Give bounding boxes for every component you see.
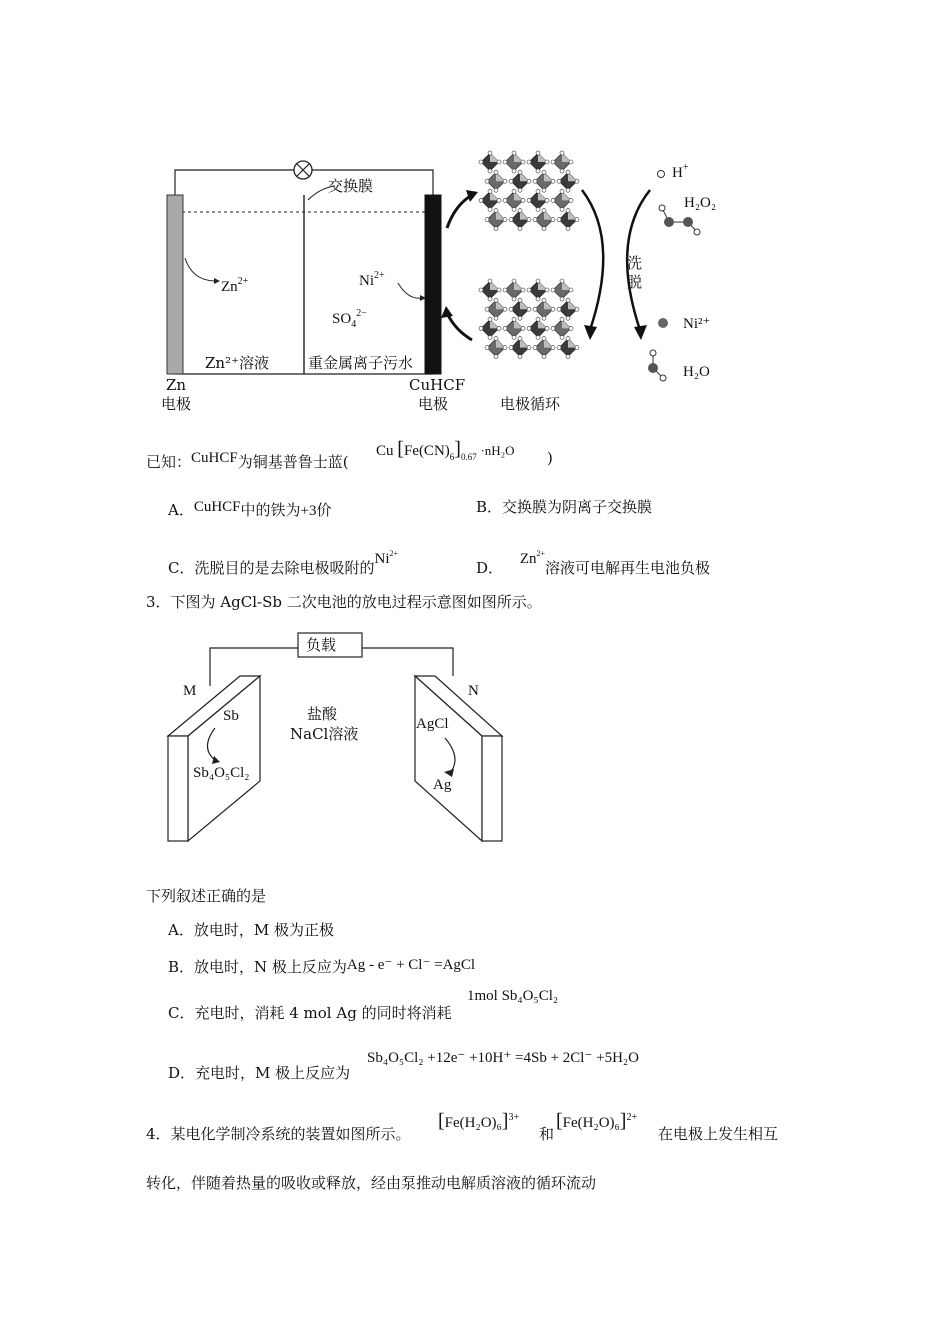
ni-ion-icon — [658, 318, 668, 328]
cuhcf-electrode — [425, 195, 441, 374]
known-line: 已知：CuHCF为铜基普鲁士蓝( — [146, 450, 349, 471]
cycle-label: 电极循环 — [500, 395, 561, 413]
membrane-label: 交换膜 — [328, 177, 374, 195]
q2-option-a[interactable]: A．CuHCF中的铁为+3价 — [168, 499, 332, 519]
zn-electrode — [167, 195, 183, 374]
ag-label: Ag — [433, 777, 452, 793]
q2-option-c[interactable]: C．洗脱目的是去除电极吸附的$Ni^{2+}$ — [168, 549, 399, 577]
m-label: M — [183, 683, 197, 699]
cuhcf-electrode-label: CuHCF — [409, 376, 466, 394]
sb-label: Sb — [223, 708, 239, 724]
q3-option-b[interactable]: B．放电时，N 极上反应为Ag - e⁻ + Cl⁻ =AgCl — [168, 957, 476, 976]
q3-option-d[interactable]: D．充电时，M 极上反应为 — [168, 1064, 351, 1082]
zn-solution-label: Zn²⁺溶液 — [205, 354, 270, 372]
q3-option-c[interactable]: C．充电时，消耗 4 mol Ag 的同时将消耗 — [168, 1004, 452, 1022]
load-label: 负载 — [306, 636, 337, 654]
q4-line2: 转化，伴随着热量的吸收或释放，经由泵推动电解质溶液的循环流动 — [146, 1174, 597, 1192]
electrolyte-label-2: NaCl溶液 — [290, 725, 359, 743]
zn-electrode-label-2: 电极 — [161, 395, 192, 413]
q3-option-a[interactable]: A．放电时，M 极为正极 — [168, 921, 334, 939]
q4-and: 和 — [539, 1125, 555, 1143]
q3-prompt: 下列叙述正确的是 — [146, 887, 267, 905]
so4-label: $SO_4^{2-}$ — [332, 308, 367, 330]
q3-option-d-eq: Sb₄O₅Cl₂ +12e⁻ +10H⁺ =4Sb + 2Cl⁻ +5H₂O — [367, 1050, 639, 1066]
crystal-structure-bottom — [479, 279, 579, 359]
h2o-molecule-icon — [648, 350, 666, 381]
q2-option-b[interactable]: B．交换膜为阴离子交换膜 — [476, 498, 653, 516]
known-close: ) — [547, 449, 553, 467]
zn-ion-label: $Zn^{2+}$ — [221, 276, 249, 295]
q2-option-d[interactable]: D． $Zn^{2+}$溶液可电解再生电池负极 — [476, 549, 711, 577]
crystal-structure-top — [479, 151, 579, 231]
sb4o5cl2-label: Sb₄O₅Cl₂ — [193, 765, 250, 781]
elute-label-2: 脱 — [627, 273, 643, 291]
h2o2-label: H₂O₂ — [684, 195, 717, 211]
cuhcf-electrode-label-2: 电极 — [418, 395, 449, 413]
q3-stem: 3．下图为 AgCl-Sb 二次电池的放电过程示意图如图所示。 — [146, 593, 542, 611]
q4-ion2: $[Fe(H_2O)_6]^{2+}$ — [556, 1110, 638, 1132]
ni2plus-label: Ni²⁺ — [683, 316, 711, 332]
q3-option-c-eq: 1mol Sb₄O₅Cl₂ — [467, 988, 559, 1004]
n-label: N — [468, 683, 479, 699]
h2o-label: H₂O — [683, 364, 710, 380]
zn-electrode-label: Zn — [166, 376, 187, 394]
cuhcf-formula: Cu $[Fe(CN)_6]_{0.67} \cdot nH_2O$ — [376, 438, 515, 462]
q4-stem-start: 4．某电化学制冷系统的装置如图所示。 — [146, 1125, 411, 1143]
h-plus-label: H+ — [672, 162, 689, 181]
electrolyte-label-1: 盐酸 — [307, 705, 338, 723]
agcl-label: AgCl — [416, 716, 449, 732]
q4-stem-end: 在电极上发生相互 — [658, 1125, 779, 1143]
elute-label: 洗 — [627, 254, 643, 272]
waste-water-label: 重金属离子污水 — [308, 354, 414, 372]
ni-ion-label: $Ni^{2+}$ — [359, 270, 385, 289]
h-plus-icon — [658, 171, 665, 178]
q4-ion1: $[Fe(H_2O)_6]^{3+}$ — [438, 1110, 520, 1132]
